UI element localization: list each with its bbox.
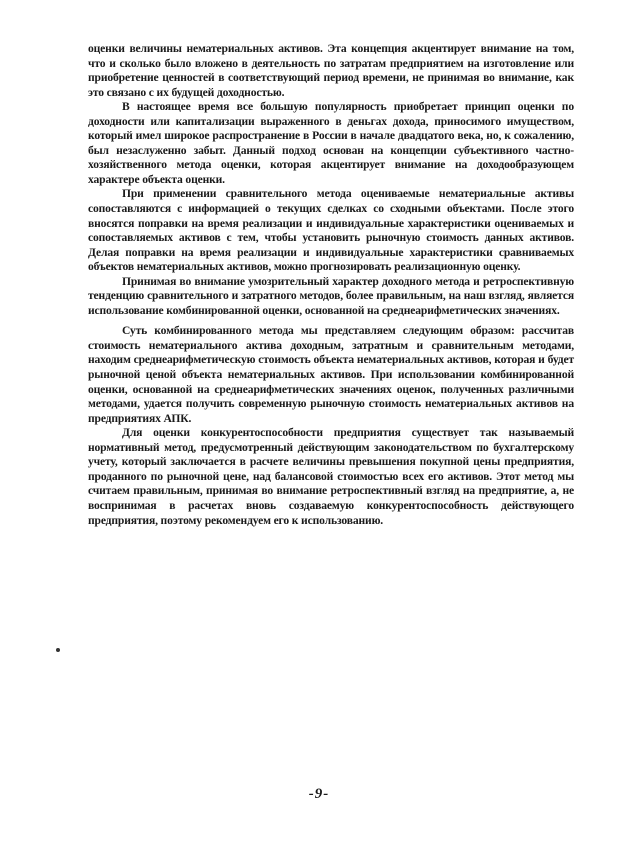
document-body [88,42,574,528]
paragraph-5: Суть комбинированного метода мы представляем следующим образом: рассчитав стоимость нематериального актива доходным, затратным и сравнительным методами, находим среднеарифметическую стоимость объекта нематериальных активов, которая и будет рыночной ценой объекта нематериальных активов. При использовании комбинированной оценки, основанной на среднеарифметических значениях оценок, полученных различными методами, удается получить современную рыночную стоимость нематериальных активов на предприятиях АПК. [88,324,574,425]
paragraph-4: Принимая во внимание умозрительный характер доходного метода и ретроспективную тенденцию сравнительного и затратного методов, более правильным, на наш взгляд, является использование комбинированной оценки, основанной на среднеарифметических значениях. [88,274,574,317]
paragraph-6: Для оценки конкурентоспособности предприятия существует так называемый нормативный метод, предусмотренный действующим законодательством по бухгалтерскому учету, который заключается в расчете величины превышения покупной цены предприятия, проданного по рыночной цене, над балансовой стоимостью всех его активов. Этот метод мы считаем правильным, принимая во внимание ретроспективный взгляд на предприятие, а, не воспринимая в расчетах вновь создаваемую конкурентоспособность действующего предприятия, поэтому рекомендуем его к использованию. [88,426,574,527]
paragraph-1: оценки величины нематериальных активов. Эта концепция акцентирует внимание на том, что и сколько было вложено в деятельность по затратам предприятием на изготовление или приобретение ценностей в соответствующий период времени, не принимая во внимание, как это связано с их будущей доходностью. [88,42,574,99]
paragraph-3: При применении сравнительного метода оцениваемые нематериальные активы сопоставляются с информацией о текущих сделках со сходными объектами. После этого вносятся поправки на время реализации и индивидуальные характеристики оцениваемых и сопоставляемых активов с тем, чтобы установить рыночную стоимость данных активов. Делая поправки на время реализации и индивидуальные характеристики сравниваемых объектов нематериальных активов, можно прогнозировать реализационную оценку. [88,187,574,274]
page-number: -9- [308,786,330,802]
margin-dot [56,648,60,652]
paragraph-2: В настоящее время все большую популярность приобретает принцип оценки по доходности или капитализации выраженного в деньгах дохода, приносимого имуществом, который имел широкое распространение в России в начале двадцатого века, но, к сожалению, был незаслуженно забыт. Данный подход основан на концепции субъективного частно-хозяйственного метода оценки, которая акцентирует внимание на доходообразующем характере объекта оценки. [88,100,574,186]
